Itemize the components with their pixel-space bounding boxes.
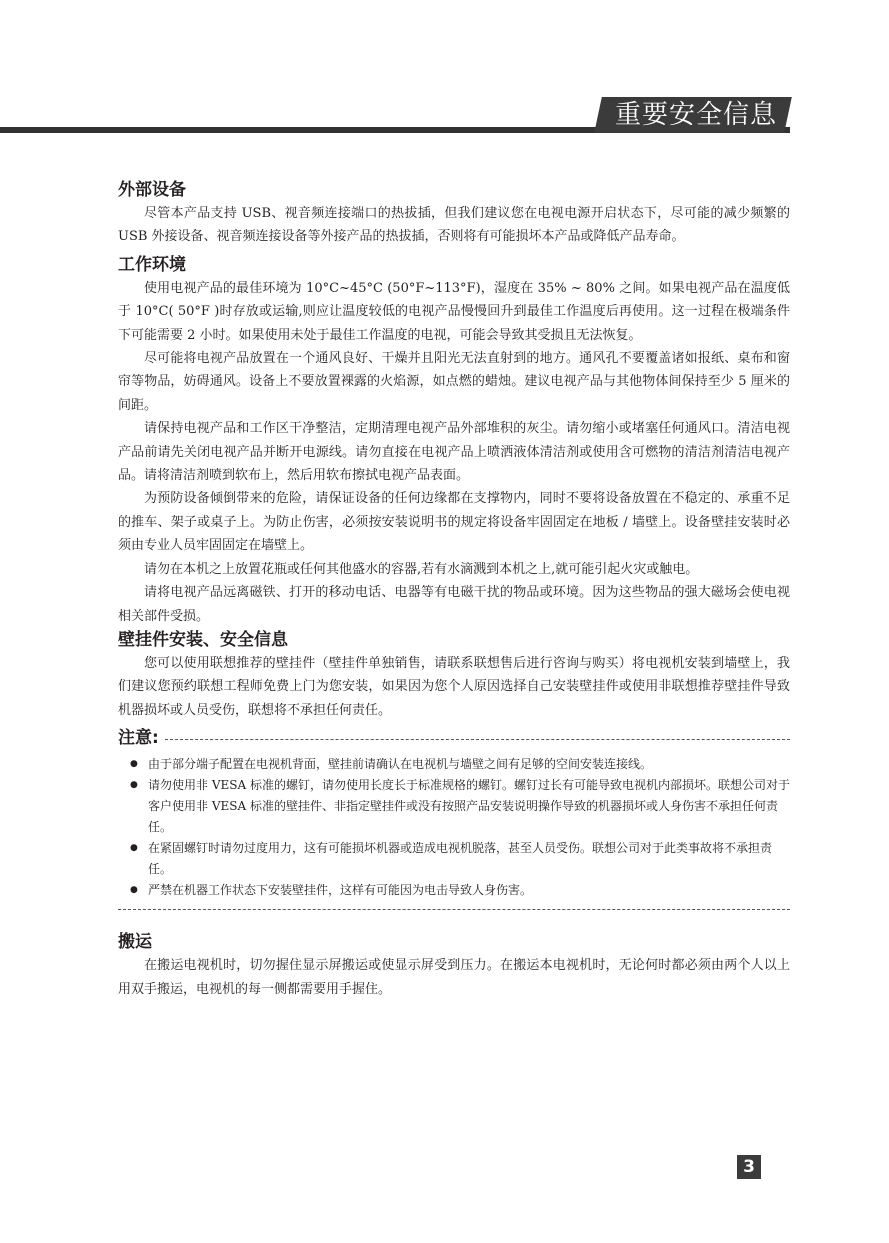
paragraph: 尽管本产品支持 USB、视音频连接端口的热拔插，但我们建议您在电视电源开启状态下，尽可能的减少频繁的 USB 外接设备、视音频连接设备等外接产品的热拔插，否则将有可能损坏本产品或降低产品寿命。 [118,206,790,245]
section-heading: 外部设备 [118,180,186,200]
section-wall-mount [118,628,790,722]
notice-box [118,726,790,910]
list-item: ● 由于部分端子配置在电视机背面，壁挂前请确认在电视机与墙壁之间有足够的空间安装连接线。 [118,754,790,775]
list-item: ● 请勿使用非 VESA 标准的螺钉，请勿使用长度长于标准规格的螺钉。螺钉过长有可能导致电视机内部损坏。联想公司对于客户使用非 VESA 标准的壁挂件、非指定壁挂件或没有按照产品安装说明操作导致的机器损坏或人身伤害不承担任何责任。 [118,775,790,838]
section-transport [118,930,790,1001]
paragraph: 为预防设备倾倒带来的危险，请保证设备的任何边缘都在支撑物内，同时不要将设备放置在不稳定的、承重不足的推车、架子或桌子上。为防止伤害，必须按安装说明书的规定将设备牢固固定在地板 / 墙壁上。设备壁挂安装时必须由专业人员牢固固定在墙壁上。 [118,491,790,554]
list-item: ● 在紧固螺钉时请勿过度用力，这有可能损坏机器或造成电视机脱落，甚至人员受伤。联想公司对于此类事故将不承担责任。 [118,838,790,880]
section-heading: 工作环境 [118,254,186,275]
section-heading: 搬运 [118,932,152,953]
paragraph: 在搬运电视机时，切勿握住显示屏搬运或使显示屏受到压力。在搬运本电视机时，无论何时都必须由两个人以上用双手搬运，电视机的每一侧都需要用手握住。 [118,958,790,997]
paragraph: 请勿在本机之上放置花瓶或任何其他盛水的容器,若有水滴溅到本机之上,就可能引起火灾或触电。 [144,561,699,577]
notice-label: 注意: [118,728,159,749]
notice-header [118,726,790,750]
notice-list [118,754,790,901]
paragraph: 请将电视产品远离磁铁、打开的移动电话、电器等有电磁干扰的物品或环境。因为这些物品的强大磁场会使电视相关部件受损。 [118,585,790,624]
paragraph: 您可以使用联想推荐的壁挂件（壁挂件单独销售，请联系联想售后进行咨询与购买）将电视机安装到墙壁上，我们建议您预约联想工程师免费上门为您安装，如果因为您个人原因选择自己安装壁挂件或使用非联想推荐壁挂件导致机器损坏或人员受伤，联想将不承担任何责任。 [118,655,790,718]
section-heading: 壁挂件安装、安全信息 [118,629,288,650]
document-body [118,178,790,1001]
list-item: ● 严禁在机器工作状态下安装壁挂件，这样有可能因为电击导致人身伤害。 [118,880,790,901]
paragraph: 使用电视产品的最佳环境为 10°C~45°C (50°F~113°F)，湿度在 35% ~ 80% 之间。如果电视产品在温度低于 10°C( 50°F )时存放或运输,则应让温度较低的电视产品慢慢回升到最佳工作温度后再使用。这一过程在极端条件下可能需要 2 小时。如果使用未处于最佳工作温度的电视，可能会导致其受损且无法恢复。 [118,280,790,343]
paragraph: 请保持电视产品和工作区干净整洁，定期清理电视产品外部堆积的灰尘。请勿缩小或堵塞任何通风口。清洁电视产品前请先关闭电视产品并断开电源线。请勿直接在电视产品上喷洒液体清洁剂或使用含可燃物的清洁剂清洁电视产品。请将清洁剂喷到软布上，然后用软布擦拭电视产品表面。 [118,421,790,484]
section-external-devices [118,178,790,249]
dashed-divider [165,739,790,740]
paragraph: 尽可能将电视产品放置在一个通风良好、干燥并且阳光无法直射到的地方。通风孔不要覆盖诸如报纸、桌布和窗帘等物品，妨碍通风。设备上不要放置裸露的火焰源，如点燃的蜡烛。建议电视产品与其他物体间保持至少 5 厘米的间距。 [118,351,790,413]
page-number: 3 [737,1155,761,1179]
section-environment [118,253,790,628]
page-title: 重要安全信息 [614,100,777,130]
